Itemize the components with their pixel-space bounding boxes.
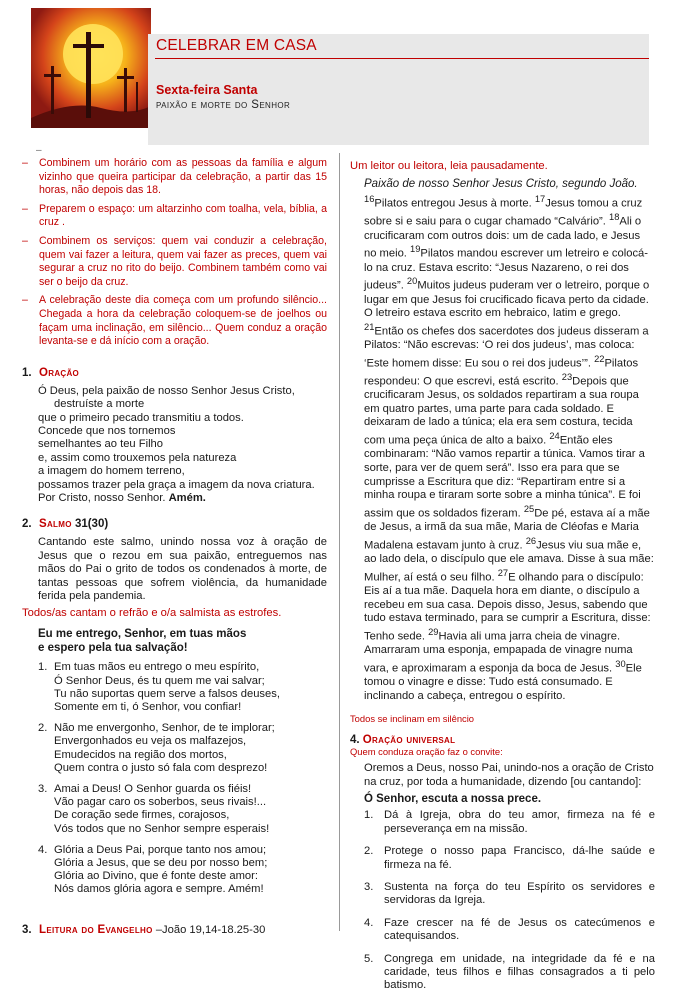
verse-text: Pilatos mandou escrever um letreiro e colocá-lo na cruz. Estava escrito: “Jesus Nazareno, o rei dos judeus”. [364, 247, 649, 292]
left-column [22, 157, 327, 905]
prayer-line: destruíste a morte [54, 398, 145, 411]
amen: Amém. [168, 491, 206, 504]
verse-text: Muitos judeus puderam ver o letreiro, porque o lugar em que Jesus foi crucificado ficava perto da cidade. O letreiro estava escrito em hebraico, latim e grego. [364, 279, 650, 320]
celebration-theme: paixão e morte do Senhor [156, 99, 291, 111]
title-underline [155, 58, 649, 59]
opening-prayer [22, 385, 327, 506]
verse-number: 21 [364, 321, 375, 332]
psalm-instruction: Todos/as cantam o refrão e o/a salmista as estrofes. [22, 607, 282, 620]
right-column [350, 160, 655, 1002]
verse-number: 30 [615, 658, 626, 669]
psalm-intro: Cantando este salmo, unindo nossa voz à oração de Jesus que o rezou em sua paixão, entreguemos nas mãos do Pai o grito de todos os condenados à morte, de tantas pessoas que sofrem violência, da humanidade ferida pela pandemia. [38, 536, 327, 602]
preparation-list [22, 157, 327, 349]
prayer-line: Por Cristo, nosso Senhor. Amém. [38, 491, 206, 504]
verse-text: Pilatos entregou Jesus à morte. [374, 197, 535, 210]
verse-number: 18 [609, 212, 620, 223]
section-heading-oracao: 1. Oração [22, 366, 80, 379]
reader-instruction: Um leitor ou leitora, leia pausadamente. [350, 160, 548, 172]
verse-text: Ele tomou o vinagre e disse: Tudo está consumado. E inclinando a cabeça, entregou o espírito. [364, 662, 642, 702]
verse-number: 17 [534, 194, 546, 204]
verse-number: 16 [364, 194, 375, 204]
verse-number: 20 [406, 276, 418, 287]
prayer-line: e, assim como trouxemos pela natureza [38, 451, 237, 464]
psalm-stanza: 4. Glória a Deus Pai, porque tanto nos amou; Glória a Jesus, que se deu por nosso bem; Glória ao Divino, que é fonte deste amor: Nós damos glória agora e sempre. Amém! [38, 843, 268, 896]
prayer-line: possamos trazer pela graça a imagem da nova criatura. [38, 478, 315, 491]
prayer-line: a imagem do homem terreno, [38, 465, 185, 478]
intention-item: 2. Protege o nosso papa Francisco, dá-lhe saúde e firmeza na fé. [364, 845, 655, 871]
verse-text: Jesus tomou a cruz sobre si e saiu para o cugar chamado “Calvário”. [364, 197, 643, 229]
psalm-stanza: 1. Em tuas mãos eu entrego o meu espírito, Ó Senhor Deus, és tu quem me vai salvar; Tu não suportas quem serve a falsos deuses, Somente em ti, ó Senhor, vou confiar! [38, 661, 280, 714]
universal-response: Ó Senhor, escuta a nossa prece. [364, 793, 542, 806]
verse-number: 22 [594, 353, 605, 364]
section-heading-leitura: 3. Leitura do Evangelho –João 19,14-18.25-30 [22, 924, 266, 936]
verse-number: 19 [410, 244, 421, 255]
psalm-refrain: Eu me entrego, Senhor, em tuas mãos e espero pela tua salvação! [38, 628, 247, 655]
header-dash: – [36, 145, 42, 156]
verse-text: Jesus viu sua mãe e, ao lado dela, o discípulo que ele amava. Disse à sua mãe: Mulher, aí está o seu filho. [364, 539, 654, 584]
psalm-stanza: 2. Não me envergonho, Senhor, de te implorar; Envergonhados eu veja os malfazejos, Emudecidos na região dos mortos, Quem contra o justo só fala com desprezo! [38, 722, 275, 774]
verse-number: 24 [549, 431, 560, 442]
verse-text: Ali o crucificaram com outros dois: um de cada lado, e Jesus no meio. [364, 216, 642, 260]
prayer-line: Ó Deus, pela paixão de nosso Senhor Jesus Cristo, [38, 384, 295, 397]
intention-item: 3. Sustenta na força do teu Espírito os servidores e servidoras da Igreja. [364, 880, 655, 907]
section-heading-universal: 4. Oração universal [350, 734, 456, 747]
verse-text: Então os chefes dos sacerdotes dos judeus disseram a Pilatos: “Não escrevas: ‘O rei dos judeus’, mas coloca: ‘Este homem disse: Eu sou o rei dos judeus’”. [364, 325, 649, 370]
prayer-line: semelhantes ao teu Filho [38, 438, 164, 451]
verse-number: 23 [561, 371, 573, 382]
silence-instruction: Todos se inclinam em silêncio [350, 713, 475, 725]
preparation-item: – Preparem o espaço: um altarzinho com toalha, vela, bíblia, a cruz . [22, 203, 327, 230]
intention-item: 5. Congrega em unidade, na integridade da fé e na caridade, teus filhos e filhas consagrados a ti pelo batismo. [364, 952, 655, 992]
gospel-title: Paixão de nosso Senhor Jesus Cristo, segundo João. [364, 178, 638, 190]
intention-item: 4. Faze crescer na fé de Jesus os catecúmenos e catequisandos. [364, 916, 655, 943]
preparation-item: – A celebração deste dia começa com um profundo silêncio... Chegada a hora da celebração coloquem-se de joelhos ou façam uma inclinação, em silêncio... Quem conduz a oração levanta-se e dá início com a oração. [22, 294, 327, 348]
verse-text: Pilatos respondeu: O que escrevi, está escrito. [364, 357, 639, 388]
verse-text: Então eles combinaram: “Não vamos repartir a túnica. Vamos tirar a sorte, para ver de quem será”. Isso era para que se cumprisse a Escritura que diz: “Repartiram entre si a minha roupa e tiraram sorte sobre a minha túnica”. E foi assim que os soldados fizeram. [364, 434, 645, 520]
gospel-text [350, 193, 655, 703]
section-heading-salmo: 2. Salmo 31(30) [22, 518, 109, 531]
crucifixion-logo-image [31, 8, 151, 128]
intentions-list [350, 809, 655, 992]
universal-intro: Oremos a Deus, nosso Pai, unindo-nos a oração de Cristo na cruz, por toda a humanidade, dizendo [ou cantando]: [364, 762, 654, 788]
verse-number: 25 [523, 503, 535, 514]
preparation-item: – Combinem um horário com as pessoas da família e algum vizinho que queira participar da celebração, a partir das 15 horas, não depois das 18. [22, 157, 327, 198]
verse-number: 29 [428, 626, 439, 637]
page-title: CELEBRAR EM CASA [156, 37, 317, 54]
universal-instruction: Quem conduza oração faz o convite: [350, 746, 503, 758]
verse-number: 27 [497, 567, 509, 578]
verse-text: Depois que crucificaram Jesus, os soldados repartiram a sua roupa em quatro partes, uma parte para cada soldado. E deixaram de lado a túnica; ela era sem costura, tecida com uma peça única de alto a baixo. [364, 375, 639, 447]
verse-text: Havia ali uma jarra cheia de vinagre. Amarraram uma esponja, empapada de vinagre numa vara, e aproximaram a esponja da boca de Jesus. [364, 630, 633, 675]
intention-item: 1. Dá à Igreja, obra do teu amor, firmeza na fé e perseverança em na missão. [364, 809, 655, 835]
verse-text: E olhando para o discípulo: Eis aí a tua mãe. Daquela hora em diante, o discípulo a recebeu em sua casa. Depois disso, Jesus, sabendo que tudo estava terminado, para se cumprir a Escritura, disse: Tenho sede. [364, 571, 651, 643]
verse-number: 26 [525, 535, 537, 546]
psalm-stanzas [22, 661, 327, 896]
prayer-line: que o primeiro pecado transmitiu a todos. [38, 411, 244, 424]
day-subtitle: Sexta-feira Santa [156, 83, 258, 97]
psalm-stanza: 3. Amai a Deus! O Senhor guarda os fiéis! Vão pagar caro os soberbos, seus rivais!... De coração sede firmes, corajosos, Vós todos que no Senhor sempre esperais! [38, 783, 270, 835]
preparation-item: – Combinem os serviços: quem vai conduzir a celebração, quem vai fazer a leitura, quem vai fazer as preces, quem vai segurar a cruz no rito do beijo. Combinem também como vai ser o beijo da cruz. [22, 235, 327, 289]
column-divider [339, 153, 340, 931]
verse-text: De pé, estava aí a mãe de Jesus, a irmã da sua mãe, Maria de Cléofas e Maria Madalena estavam junto à cruz. [364, 507, 650, 552]
prayer-line: Concede que nos tornemos [38, 424, 176, 437]
